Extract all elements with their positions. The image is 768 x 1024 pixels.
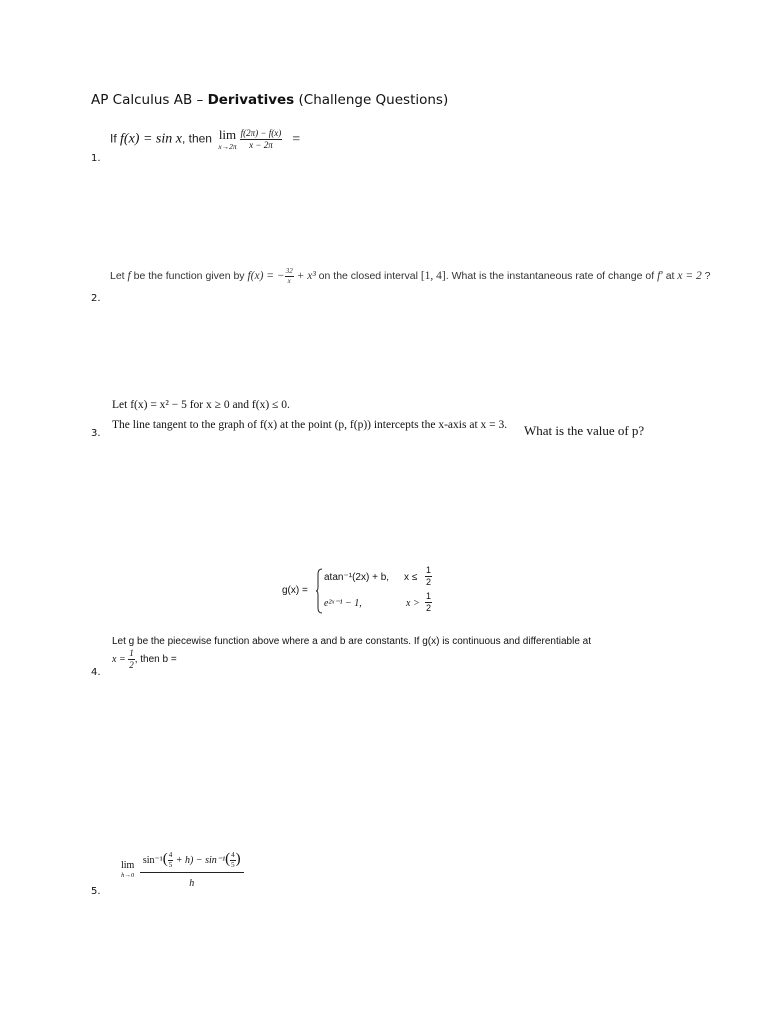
- q4-cond-1-fraction: [425, 566, 432, 587]
- q5-n-d: (: [225, 851, 231, 867]
- q2-frac-den: x: [287, 277, 291, 285]
- q4-case-1: atan⁻¹(2x) + b,: [324, 572, 390, 583]
- q2-fraction: [285, 268, 294, 285]
- question-3-number: 3.: [91, 428, 101, 439]
- q5-n-e: ): [235, 851, 241, 867]
- q5-nf1-den: 5: [168, 861, 173, 870]
- q2-mid2: on the closed interval: [315, 270, 421, 283]
- q2-function: f(x) = −: [247, 270, 285, 283]
- q5-limit: [121, 861, 134, 880]
- question-1-body: [110, 128, 300, 151]
- question-1-number: 1.: [91, 153, 101, 164]
- q5-nf2-den: 5: [231, 861, 235, 870]
- q4-then-b: , then b =: [134, 653, 177, 665]
- q2-mid3: . What is the instantaneous rate of change of: [445, 270, 658, 283]
- q5-denominator: h: [189, 878, 195, 890]
- q5-lim-sub: h→0: [121, 872, 135, 880]
- q3-line-2b: What is the value of p?: [524, 423, 645, 438]
- q3-line-2: The line tangent to the graph of f(x) at the point (p, f(p)) intercepts the x-axis at x = 3.: [112, 419, 508, 431]
- q1-lim-text: lim: [218, 127, 237, 142]
- q5-n-b: (: [162, 851, 168, 867]
- title-bold: Derivatives: [207, 92, 295, 108]
- q2-plus-term: + x³: [293, 270, 316, 283]
- q5-fraction: [140, 852, 244, 889]
- q2-x-value: x = 2: [677, 270, 702, 283]
- question-2-body: [110, 268, 711, 285]
- q1-lim-sub: x→2π: [218, 142, 237, 151]
- q4-x-eq: x =: [112, 653, 126, 665]
- q2-f: f: [127, 270, 131, 283]
- q4-c2-num: 1: [426, 591, 432, 601]
- q2-mid1: be the function given by: [130, 270, 248, 283]
- q1-limit: [218, 128, 236, 151]
- q5-nf1-num: 4: [168, 851, 173, 860]
- q2-frac-num: 32: [285, 267, 293, 275]
- q2-question-mark: ?: [701, 270, 711, 283]
- q2-fprime: f′: [657, 270, 663, 283]
- page-title: [91, 92, 448, 108]
- q5-numerator: [140, 852, 244, 873]
- q4-c1-num: 1: [426, 565, 432, 575]
- q1-numerator: f(2π) − f(x): [240, 127, 282, 138]
- q4-condition-1: x ≤: [404, 572, 418, 583]
- question-2-number: 2.: [91, 293, 101, 304]
- q2-lead: Let: [110, 270, 128, 283]
- question-5-number: 5.: [91, 886, 101, 897]
- title-prefix: AP Calculus AB –: [91, 92, 208, 108]
- q4-case-2: e²ˣ⁻¹ − 1,: [324, 598, 362, 609]
- question-4-number: 4.: [91, 667, 101, 678]
- q1-denominator: x − 2π: [249, 139, 273, 150]
- q5-lim-text: lim: [121, 860, 135, 872]
- q3-line-1: Let f(x) = x² − 5 for x ≥ 0 and f(x) ≤ 0.: [112, 399, 290, 411]
- q4-text-line-1: Let g be the piecewise function above where a and b are constants. If g(x) is continuous and differentiable at: [112, 636, 592, 647]
- q4-piecewise: [282, 566, 452, 616]
- q5-limit-expression: [118, 852, 244, 889]
- q2-interval: [1, 4]: [420, 270, 446, 283]
- q2-at: at: [662, 270, 678, 283]
- q4-c1-den: 2: [426, 577, 432, 587]
- q1-function: f(x) = sin x: [120, 131, 182, 147]
- q5-n-a: sin⁻¹: [142, 855, 163, 866]
- q1-then: , then: [181, 131, 216, 146]
- q4-g-lhs: g(x) =: [282, 585, 308, 596]
- q4-brace: [315, 568, 323, 614]
- title-suffix: (Challenge Questions): [294, 92, 449, 108]
- q4-text-line-2: [112, 649, 177, 670]
- q4-cond-2-fraction: [425, 592, 432, 613]
- q4-x-num: 1: [129, 648, 134, 658]
- q5-n-c: + h) − sin⁻¹: [173, 855, 226, 866]
- q1-lead: If: [110, 131, 121, 146]
- q1-equals: =: [292, 131, 301, 147]
- q4-c2-den: 2: [426, 603, 432, 613]
- q5-nf2-num: 4: [231, 851, 235, 860]
- q4-condition-2: x >: [406, 598, 420, 609]
- q4-x-den: 2: [129, 660, 134, 670]
- q1-fraction: [240, 129, 283, 150]
